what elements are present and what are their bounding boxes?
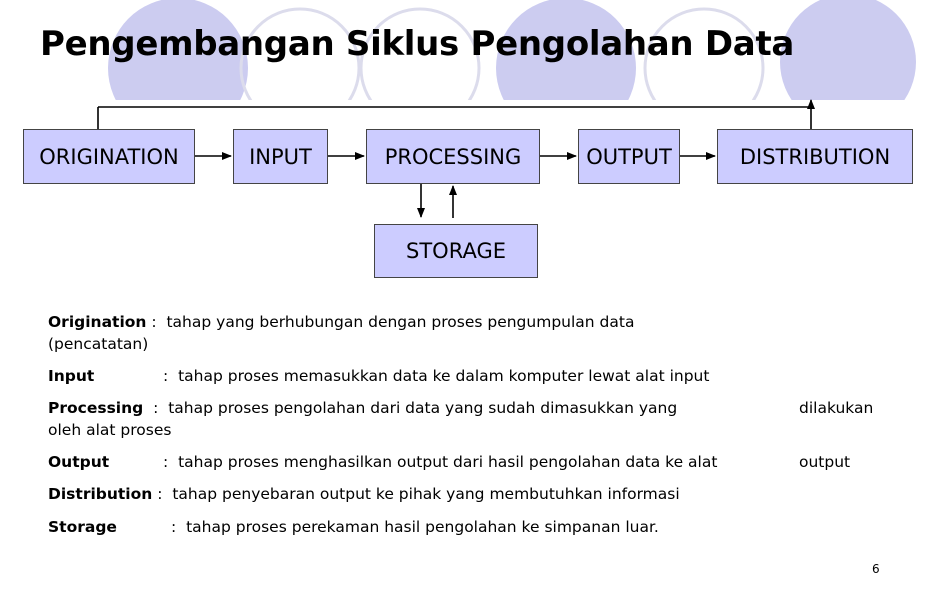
node-processing: PROCESSING [366, 129, 540, 184]
definition-text: tahap penyebaran output ke pihak yang membutuhkan informasi [172, 485, 680, 503]
node-origination: ORIGINATION [23, 129, 195, 184]
definition-storage [48, 516, 117, 538]
separator: : [163, 453, 169, 471]
term-output: Output [48, 453, 110, 471]
separator: : [153, 399, 159, 417]
node-input: INPUT [233, 129, 328, 184]
definition-distribution [48, 483, 680, 505]
definition-continuation: oleh alat proses [48, 421, 172, 439]
definition-storage-body [171, 516, 659, 538]
term-origination: Origination [48, 313, 147, 331]
definition-text: tahap proses pengolahan dari data yang sudah dimasukkan yang [168, 399, 678, 417]
definition-text: tahap proses perekaman hasil pengolahan ke simpanan luar. [186, 518, 659, 536]
definition-text: tahap yang berhubungan dengan proses pengumpulan data [166, 313, 635, 331]
definition-output-body [163, 451, 717, 473]
definition-processing [48, 397, 677, 441]
definition-input [48, 365, 94, 387]
definition-text: tahap proses menghasilkan output dari hasil pengolahan data ke alat [178, 453, 718, 471]
definition-output-tail: output [799, 453, 851, 471]
definition-origination [48, 311, 634, 355]
separator: : [157, 485, 163, 503]
node-output: OUTPUT [578, 129, 680, 184]
separator: : [163, 367, 169, 385]
term-distribution: Distribution [48, 485, 153, 503]
page-number: 6 [872, 562, 880, 576]
feedback-loop-arrow [98, 100, 811, 129]
term-input: Input [48, 367, 95, 385]
separator: : [151, 313, 157, 331]
node-storage: STORAGE [374, 224, 538, 278]
definition-continuation: (pencatatan) [48, 335, 149, 353]
term-storage: Storage [48, 518, 117, 536]
definition-processing-tail: dilakukan [799, 399, 874, 417]
node-distribution: DISTRIBUTION [717, 129, 913, 184]
definition-output [48, 451, 109, 473]
separator: : [171, 518, 177, 536]
definition-input-body [163, 365, 709, 387]
page-title: Pengembangan Siklus Pengolahan Data [40, 24, 795, 64]
term-processing: Processing [48, 399, 144, 417]
definition-text: tahap proses memasukkan data ke dalam komputer lewat alat input [178, 367, 710, 385]
